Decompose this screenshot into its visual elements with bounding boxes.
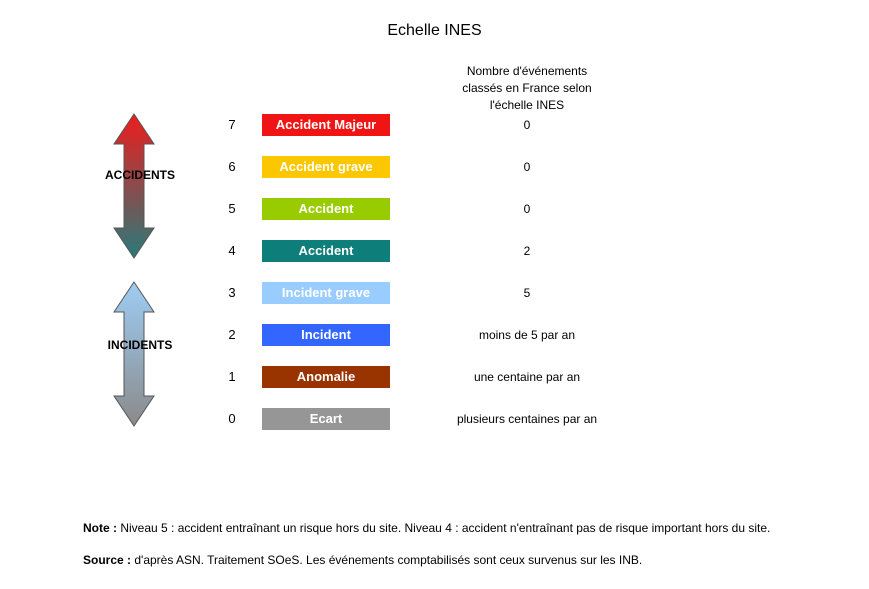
level-event-count: une centaine par an: [473, 370, 581, 384]
level-event-count: 0: [523, 202, 531, 216]
level-badge: Incident: [262, 324, 390, 346]
accidents-label: ACCIDENTS: [104, 168, 175, 182]
count-column-header-line: classés en France selon: [462, 81, 592, 95]
level-event-count: 0: [523, 118, 531, 132]
level-badge: Accident Majeur: [262, 114, 390, 136]
level-badge: Ecart: [262, 408, 390, 430]
source-text: d'après ASN. Traitement SOeS. Les événements comptabilisés sont ceux survenus sur les INB.: [131, 553, 643, 567]
level-event-count: plusieurs centaines par an: [456, 412, 598, 426]
source-label: Source :: [83, 553, 132, 567]
level-number: 4: [228, 243, 236, 258]
note-footnote: [83, 521, 770, 535]
ines-level-row: [0, 366, 869, 388]
level-number: 7: [228, 117, 236, 132]
level-number: 3: [228, 285, 236, 300]
level-event-count: 2: [523, 244, 531, 258]
ines-level-row: [0, 198, 869, 220]
ines-level-row: [0, 156, 869, 178]
level-number: 6: [228, 159, 236, 174]
level-number: 0: [228, 411, 236, 426]
ines-level-row: [0, 282, 869, 304]
count-column-header: [437, 63, 617, 114]
level-event-count: 0: [523, 160, 531, 174]
level-number: 1: [228, 369, 236, 384]
level-event-count: moins de 5 par an: [478, 328, 576, 342]
level-number: 5: [228, 201, 236, 216]
level-event-count: 5: [523, 286, 531, 300]
ines-level-row: [0, 114, 869, 136]
level-badge: Accident grave: [262, 156, 390, 178]
level-badge: Incident grave: [262, 282, 390, 304]
level-badge: Accident: [262, 198, 390, 220]
source-footnote: [83, 553, 642, 567]
page-title: Echelle INES: [387, 22, 482, 39]
level-number: 2: [228, 327, 236, 342]
incidents-label: INCIDENTS: [107, 338, 173, 352]
level-badge: Anomalie: [262, 366, 390, 388]
count-column-header-line: l'échelle INES: [489, 98, 565, 112]
note-label: Note :: [83, 521, 117, 535]
note-text: Niveau 5 : accident entraînant un risque hors du site. Niveau 4 : accident n'entraînant pas de risque important hors du site.: [117, 521, 771, 535]
level-badge: Accident: [262, 240, 390, 262]
ines-level-row: [0, 324, 869, 346]
count-column-header-line: Nombre d'événements: [466, 64, 588, 78]
ines-level-row: [0, 240, 869, 262]
ines-level-row: [0, 408, 869, 430]
